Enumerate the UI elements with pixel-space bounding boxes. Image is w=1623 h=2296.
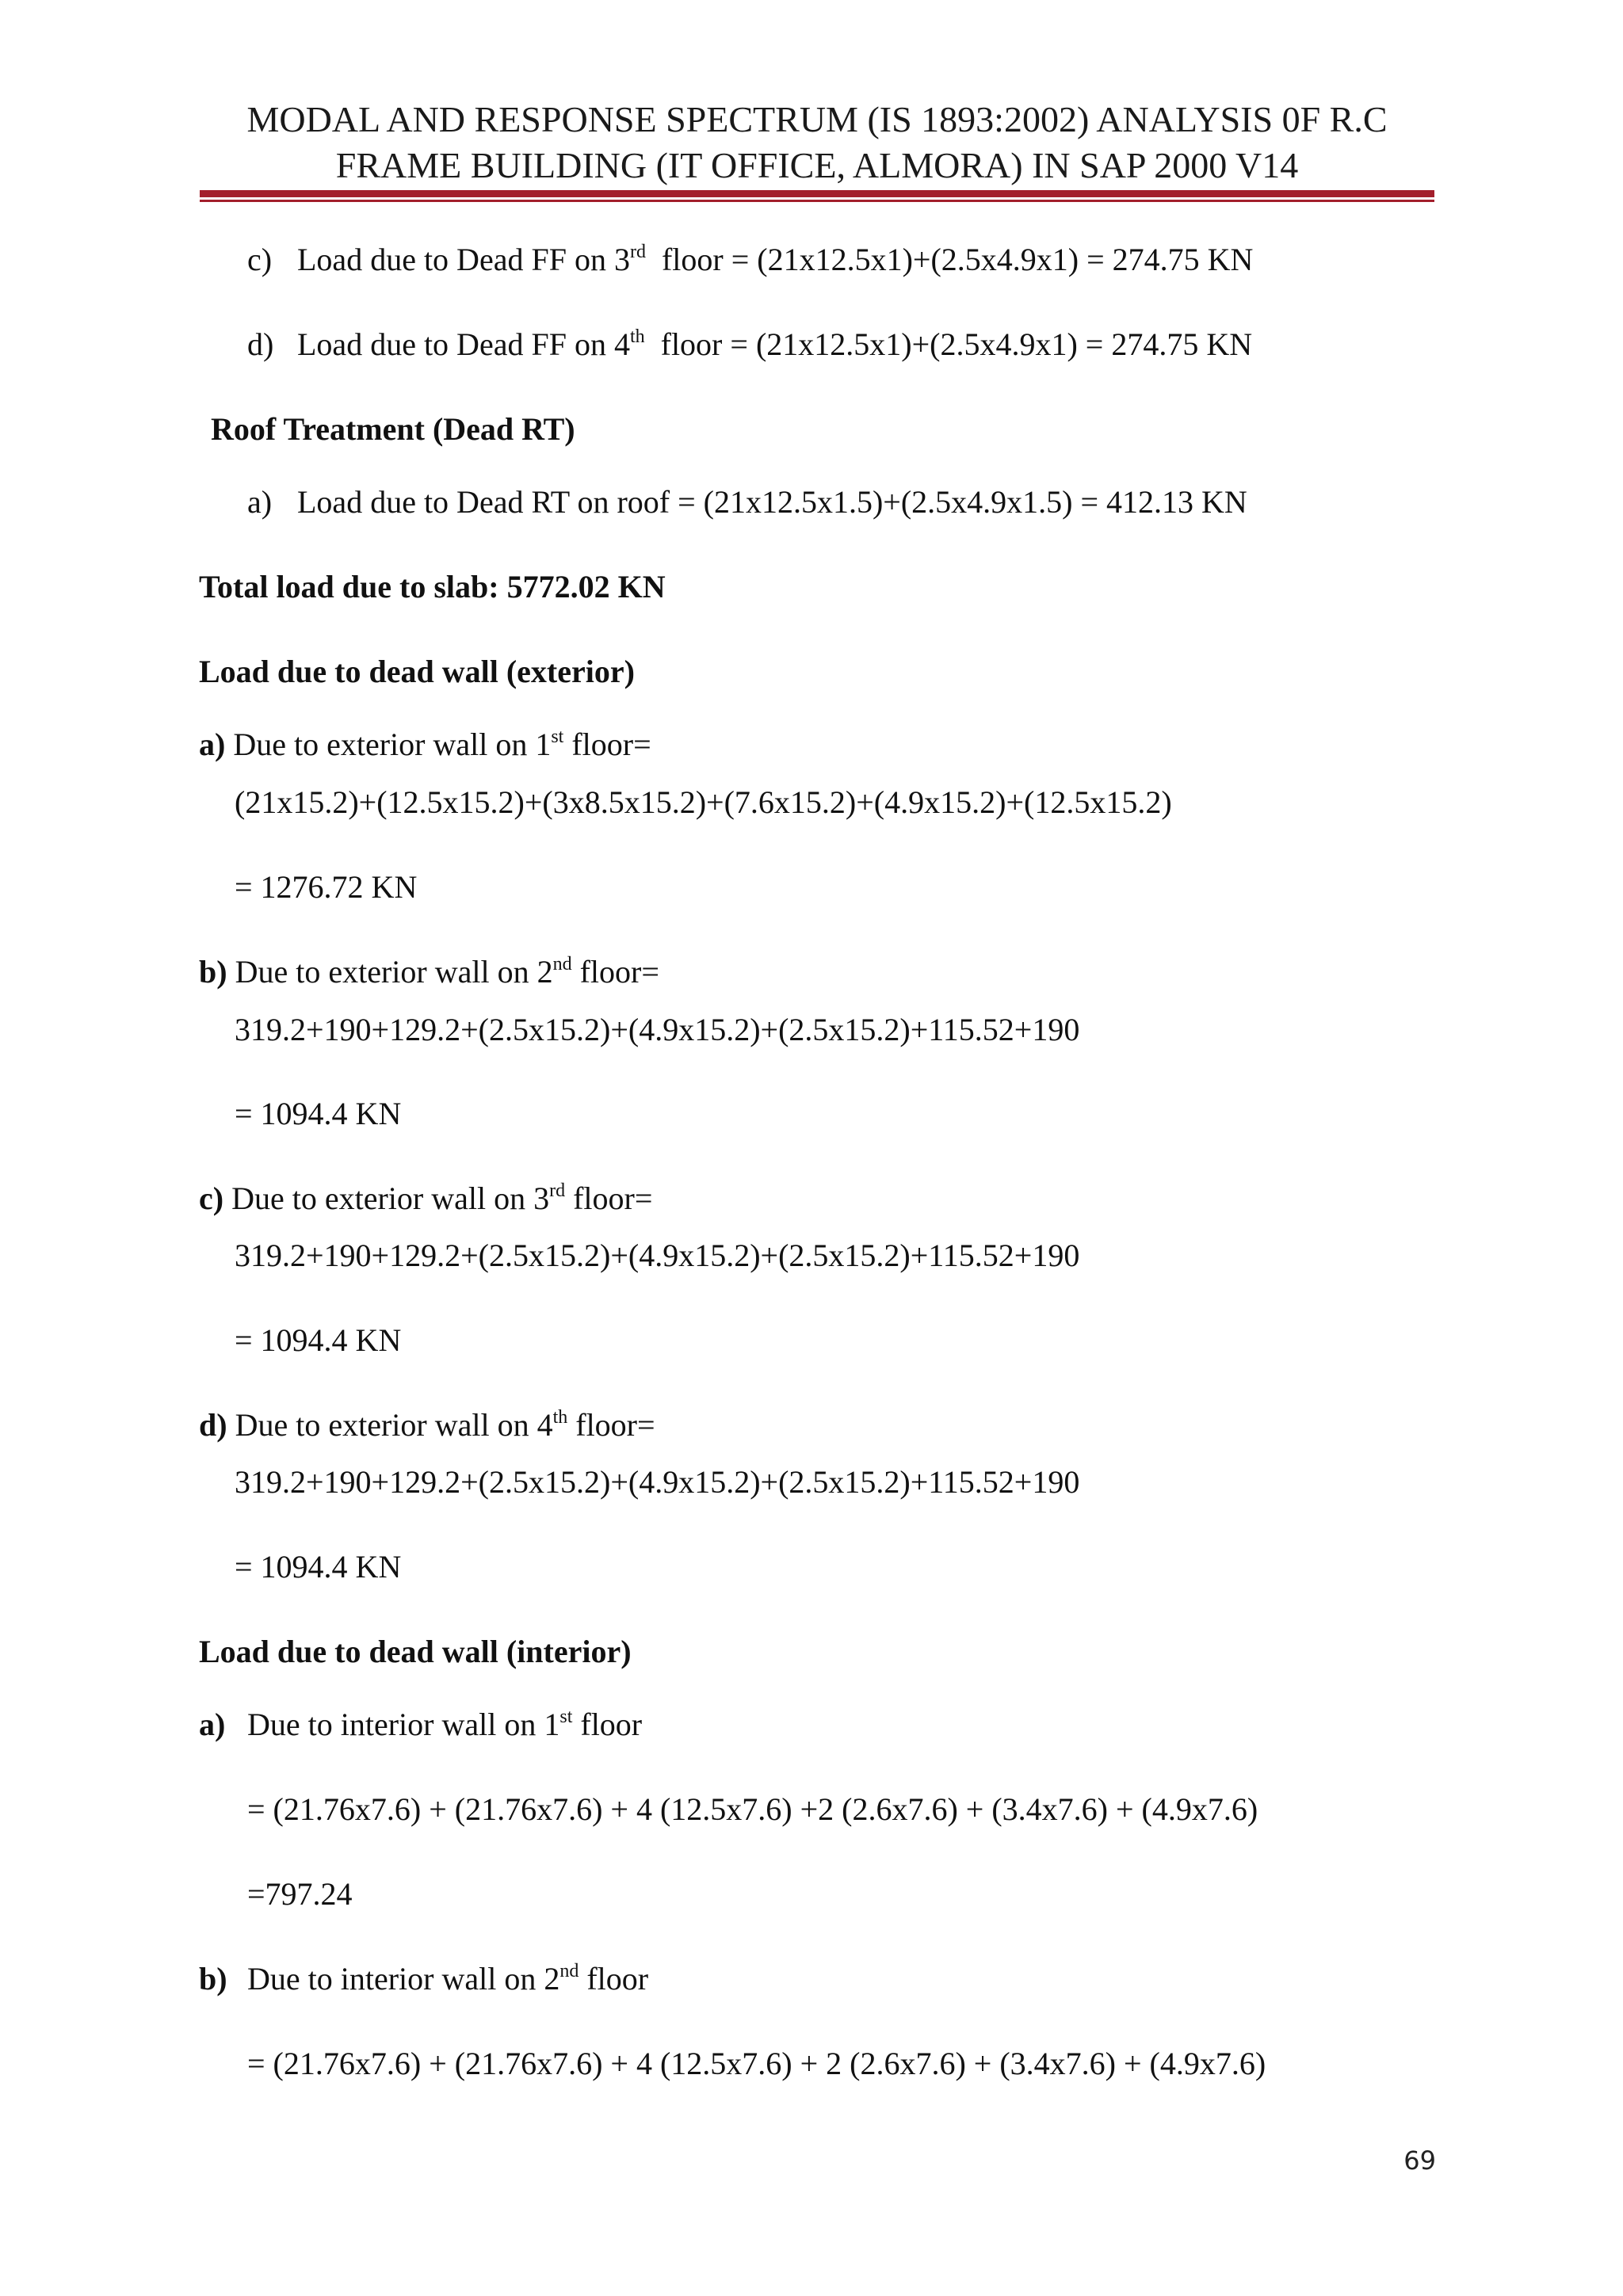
line-text: Due to interior wall on 2 (247, 1961, 560, 1997)
ordinal-suffix: rd (629, 242, 646, 262)
ordinal-suffix: nd (552, 954, 572, 974)
interior-item-a (247, 1706, 642, 1744)
interior-item-b (247, 1960, 648, 1998)
line-text: Due to interior wall on 1 (247, 1707, 560, 1742)
document-title (198, 97, 1436, 189)
line-text: floor= (563, 727, 651, 762)
exterior-item-a-expression: (21x15.2)+(12.5x15.2)+(3x8.5x15.2)+(7.6x15.2)+(4.9x15.2)+(12.5x15.2) (235, 784, 1172, 820)
line-text: floor= (567, 1407, 655, 1443)
line-text: Due to exterior wall on 2 (227, 954, 553, 990)
line-text: floor (572, 1707, 643, 1742)
exterior-item-b-expression: 319.2+190+129.2+(2.5x15.2)+(4.9x15.2)+(2.5x15.2)+115.52+190 (235, 1012, 1080, 1047)
ordinal-suffix: nd (559, 1961, 579, 1981)
ordinal-suffix: th (629, 326, 645, 347)
line-text: floor = (21x12.5x1)+(2.5x4.9x1) = 274.75 KN (645, 242, 1254, 277)
exterior-item-d (199, 1406, 655, 1444)
exterior-item-d-expression: 319.2+190+129.2+(2.5x15.2)+(4.9x15.2)+(2.5x15.2)+115.52+190 (235, 1464, 1080, 1500)
list-marker: d) (199, 1407, 227, 1443)
list-marker: a) (199, 1707, 226, 1742)
floor-finish-c-line (297, 241, 1253, 279)
ordinal-suffix: st (559, 1707, 573, 1727)
ordinal-suffix: rd (549, 1180, 566, 1201)
line-text: Load due to Dead FF on 4 (297, 326, 630, 362)
floor-finish-d-line (297, 326, 1252, 364)
line-text: floor = (21x12.5x1)+(2.5x4.9x1) = 274.75 KN (644, 326, 1253, 362)
list-marker: b) (199, 954, 227, 990)
line-text: Due to exterior wall on 4 (227, 1407, 553, 1443)
exterior-item-c-expression: 319.2+190+129.2+(2.5x15.2)+(4.9x15.2)+(2.5x15.2)+115.52+190 (235, 1238, 1080, 1273)
title-line-2: FRAME BUILDING (IT OFFICE, ALMORA) IN SAP 2000 V14 (335, 145, 1299, 185)
exterior-item-a (199, 726, 651, 764)
section-heading-exterior-wall: Load due to dead wall (exterior) (199, 654, 635, 689)
header-rule-thin (200, 200, 1434, 202)
exterior-item-a-result: = 1276.72 KN (235, 869, 418, 905)
title-line-1: MODAL AND RESPONSE SPECTRUM (IS 1893:2002) ANALYSIS 0F R.C (246, 99, 1388, 139)
exterior-item-b-result: = 1094.4 KN (235, 1096, 402, 1131)
header-rule-thick (200, 190, 1434, 197)
ordinal-suffix: st (551, 727, 564, 747)
interior-item-a-result: =797.24 (247, 1876, 353, 1912)
list-marker: a) (247, 484, 273, 520)
line-text: Load due to Dead FF on 3 (297, 242, 630, 277)
interior-item-b-expression: = (21.76x7.6) + (21.76x7.6) + 4 (12.5x7.6) + 2 (2.6x7.6) + (3.4x7.6) + (4.9x7.6) (247, 2046, 1266, 2081)
interior-item-a-expression: = (21.76x7.6) + (21.76x7.6) + 4 (12.5x7.6) +2 (2.6x7.6) + (3.4x7.6) + (4.9x7.6) (247, 1791, 1258, 1827)
section-heading-interior-wall: Load due to dead wall (interior) (199, 1634, 632, 1669)
list-marker: d) (247, 326, 274, 362)
line-text: Due to exterior wall on 1 (225, 727, 552, 762)
exterior-item-d-result: = 1094.4 KN (235, 1549, 402, 1585)
line-text: floor= (571, 954, 659, 990)
line-text: Due to exterior wall on 3 (223, 1180, 550, 1216)
exterior-item-b (199, 953, 659, 991)
ordinal-suffix: th (552, 1407, 568, 1428)
exterior-item-c (199, 1180, 652, 1218)
exterior-item-c-result: = 1094.4 KN (235, 1322, 402, 1358)
line-text: floor (579, 1961, 649, 1997)
line-text: floor= (565, 1180, 653, 1216)
page-number: 69 (1403, 2145, 1436, 2176)
list-marker: a) (199, 727, 226, 762)
total-slab-load: Total load due to slab: 5772.02 KN (199, 569, 666, 605)
list-marker: c) (247, 242, 273, 277)
list-marker: c) (199, 1180, 224, 1216)
list-marker: b) (199, 1961, 227, 1997)
roof-treatment-line: Load due to Dead RT on roof = (21x12.5x1.5)+(2.5x4.9x1.5) = 412.13 KN (297, 484, 1247, 520)
section-heading-roof-treatment: Roof Treatment (Dead RT) (211, 411, 575, 447)
